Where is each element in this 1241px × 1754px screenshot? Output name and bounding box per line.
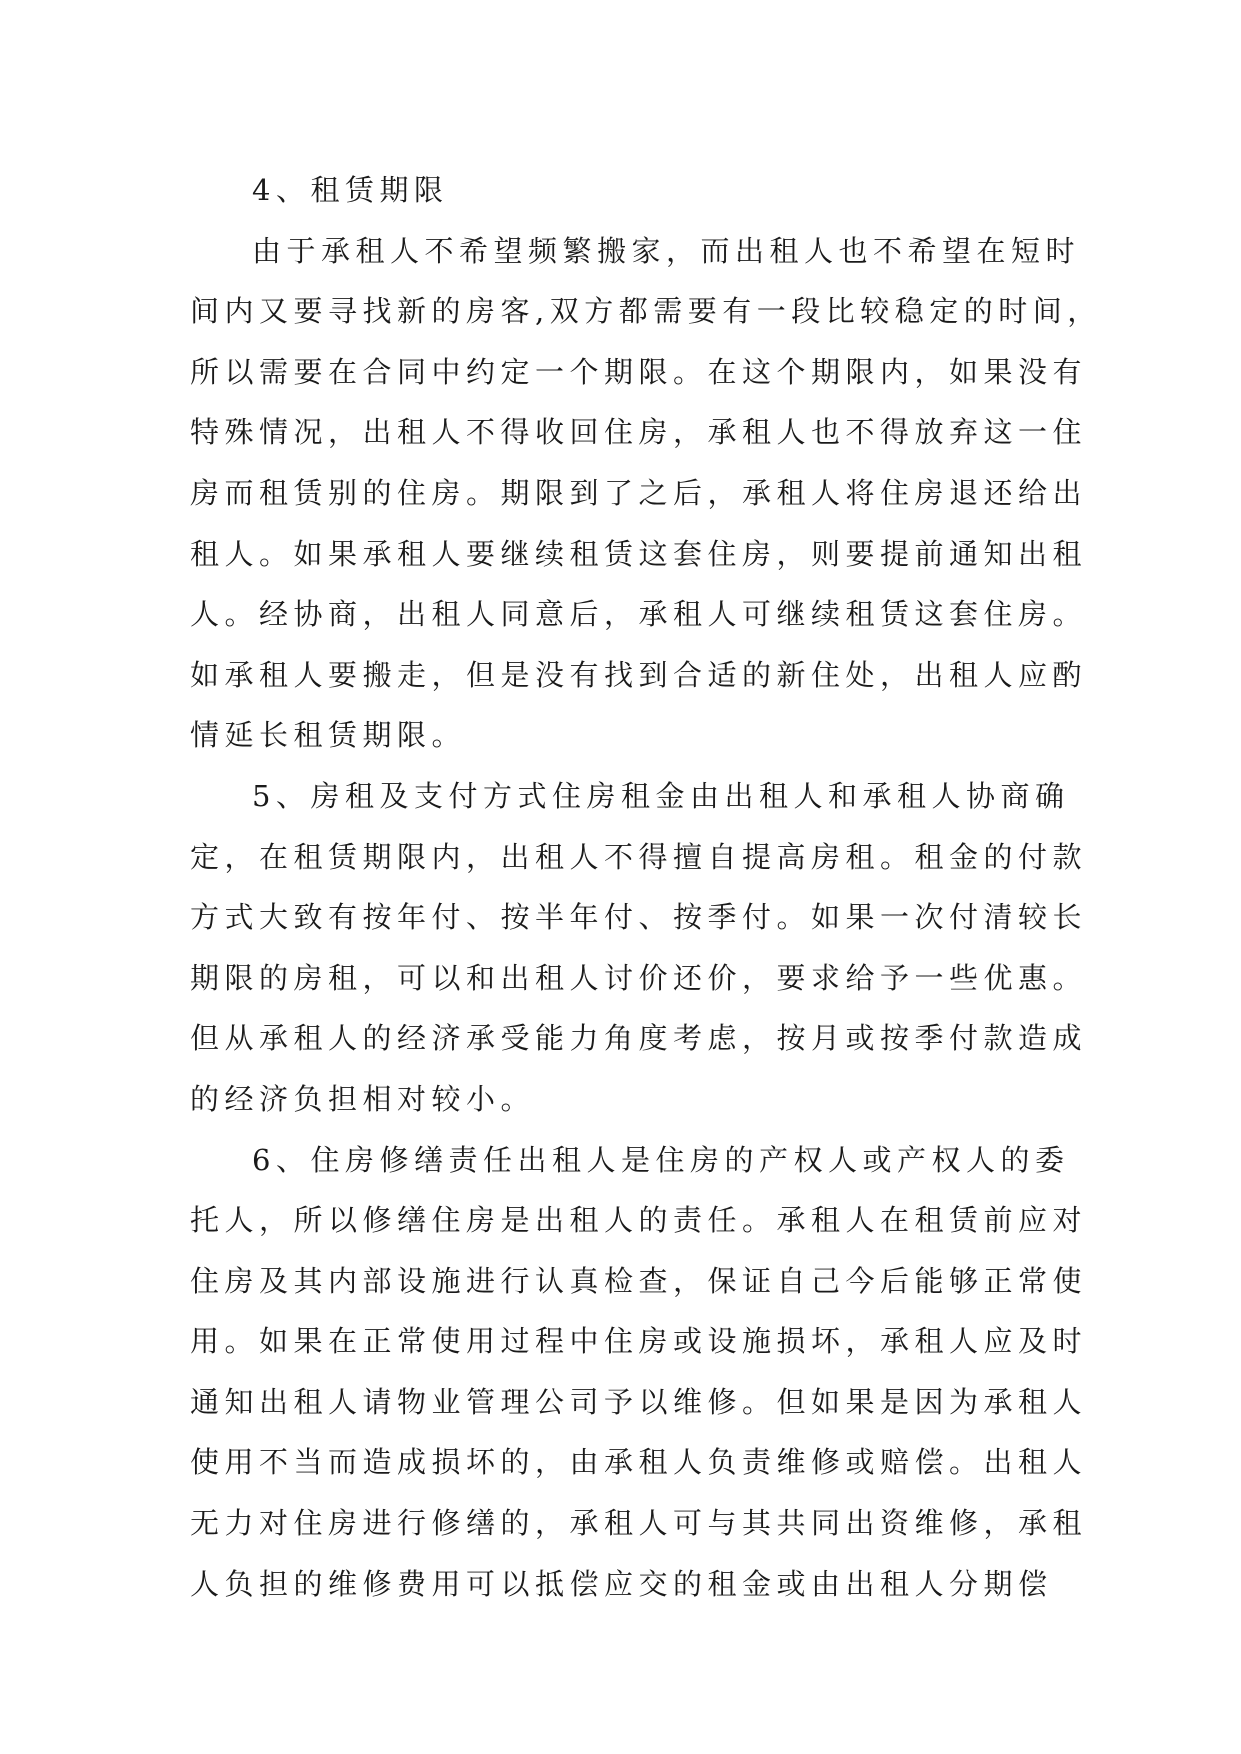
text-line: 住房及其内部设施进行认真检查，保证自己今后能够正常使 — [190, 1263, 1088, 1298]
text-line: 方式大致有按年付、按半年付、按季付。如果一次付清较长 — [190, 900, 1088, 935]
text-line: 人。经协商，出租人同意后，承租人可继续租赁这套住房。 — [190, 597, 1088, 632]
text-line: 用。如果在正常使用过程中住房或设施损坏，承租人应及时 — [190, 1324, 1088, 1359]
text-line: 6、住房修缮责任出租人是住房的产权人或产权人的委 — [252, 1142, 1070, 1177]
text-line: 房而租赁别的住房。期限到了之后，承租人将住房退还给出 — [190, 475, 1088, 510]
text-line: 所以需要在合同中约定一个期限。在这个期限内，如果没有 — [190, 354, 1088, 389]
text-line: 期限的房租，可以和出租人讨价还价，要求给予一些优惠。 — [190, 960, 1088, 995]
text-line: 情延长租赁期限。 — [190, 718, 467, 753]
text-line: 4、租赁期限 — [252, 173, 449, 207]
text-line: 托人，所以修缮住房是出租人的责任。承租人在租赁前应对 — [190, 1203, 1088, 1238]
text-line: 5、房租及支付方式住房租金由出租人和承租人协商确 — [252, 778, 1070, 813]
text-line: 使用不当而造成损坏的，由承租人负责维修或赔偿。出租人 — [190, 1445, 1088, 1480]
text-line: 人负担的维修费用可以抵偿应交的租金或由出租人分期偿 — [190, 1566, 1053, 1601]
text-line: 特殊情况，出租人不得收回住房，承租人也不得放弃这一住 — [190, 415, 1088, 450]
text-line: 间内又要寻找新的房客,双方都需要有一段比较稳定的时间， — [190, 294, 1102, 329]
text-line: 由于承租人不希望频繁搬家，而出租人也不希望在短时 — [252, 233, 1081, 268]
text-line: 通知出租人请物业管理公司予以维修。但如果是因为承租人 — [190, 1384, 1088, 1419]
text-line: 定，在租赁期限内，出租人不得擅自提高房租。租金的付款 — [190, 839, 1088, 874]
text-line: 无力对住房进行修缮的，承租人可与其共同出资维修，承租 — [190, 1506, 1088, 1541]
text-line: 租人。如果承租人要继续租赁这套住房，则要提前通知出租 — [190, 536, 1088, 571]
text-line: 如承租人要搬走，但是没有找到合适的新住处，出租人应酌 — [190, 657, 1088, 692]
text-line: 但从承租人的经济承受能力角度考虑，按月或按季付款造成 — [190, 1021, 1088, 1056]
text-line: 的经济负担相对较小。 — [190, 1081, 536, 1116]
body-text — [190, 160, 1102, 1614]
